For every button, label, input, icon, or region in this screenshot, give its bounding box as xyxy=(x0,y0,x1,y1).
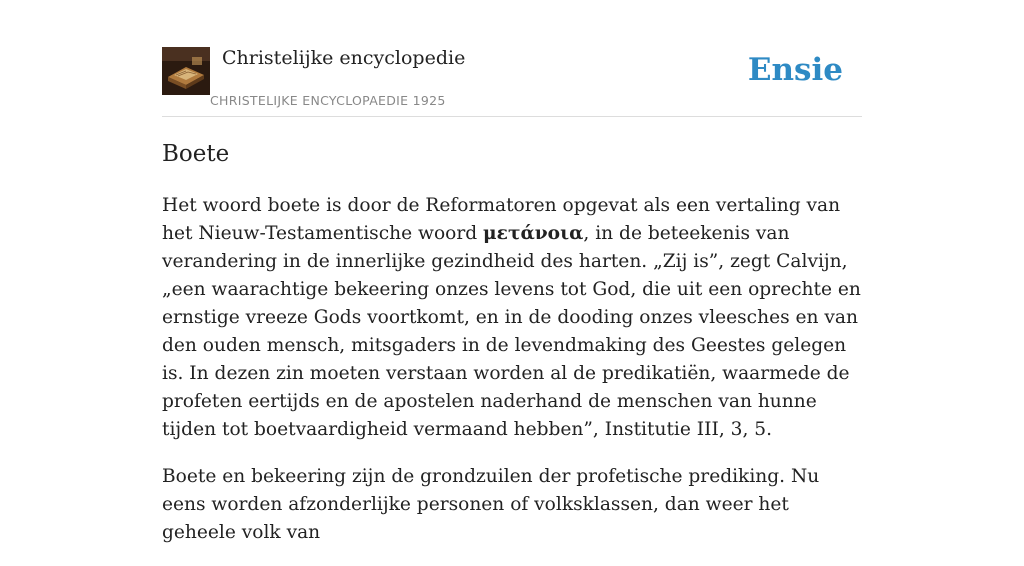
ensie-logo[interactable]: Ensie xyxy=(747,52,843,88)
article-paragraph: Boete en bekeering zijn de grondzuilen der profetische prediking. Nu eens worden afzonderlijke personen of volksklassen, dan weer het geheele volk van xyxy=(162,466,820,543)
book-photo-icon[interactable] xyxy=(162,47,210,95)
paragraph-text: Het woord boete is door de Reformatoren opgevat als een vertaling van het Nieuw-Testamentische woord xyxy=(162,195,841,244)
site-header xyxy=(162,46,862,117)
site-name[interactable]: Christelijke encyclopedie xyxy=(222,47,466,69)
article-title: Boete xyxy=(162,141,230,167)
article-paragraph xyxy=(162,192,862,444)
greek-term: μετάνοια xyxy=(483,223,584,244)
paragraph-text: , in de beteekenis van verandering in de innerlijke gezindheid des harten. „Zij is”, zegt Calvijn, „een waarachtige bekeering onzes levens tot God, die uit een oprechte en ernstige vreeze Gods voortkomt, en in de dooding onzes vleesches en van den ouden mensch, mitsgaders in de levendmaking des Geestes gelegen is. In dezen zin moeten verstaan worden al de predikatiën, waarmede de profeten eertijds en de apostelen naderhand de menschen van hunne tijden tot boetvaardigheid vermaand hebben”, Institutie III, 3, 5. xyxy=(162,223,861,440)
encyclopedia-subtitle[interactable]: CHRISTELIJKE ENCYCLOPAEDIE 1925 xyxy=(210,93,446,108)
article-body xyxy=(162,192,862,566)
